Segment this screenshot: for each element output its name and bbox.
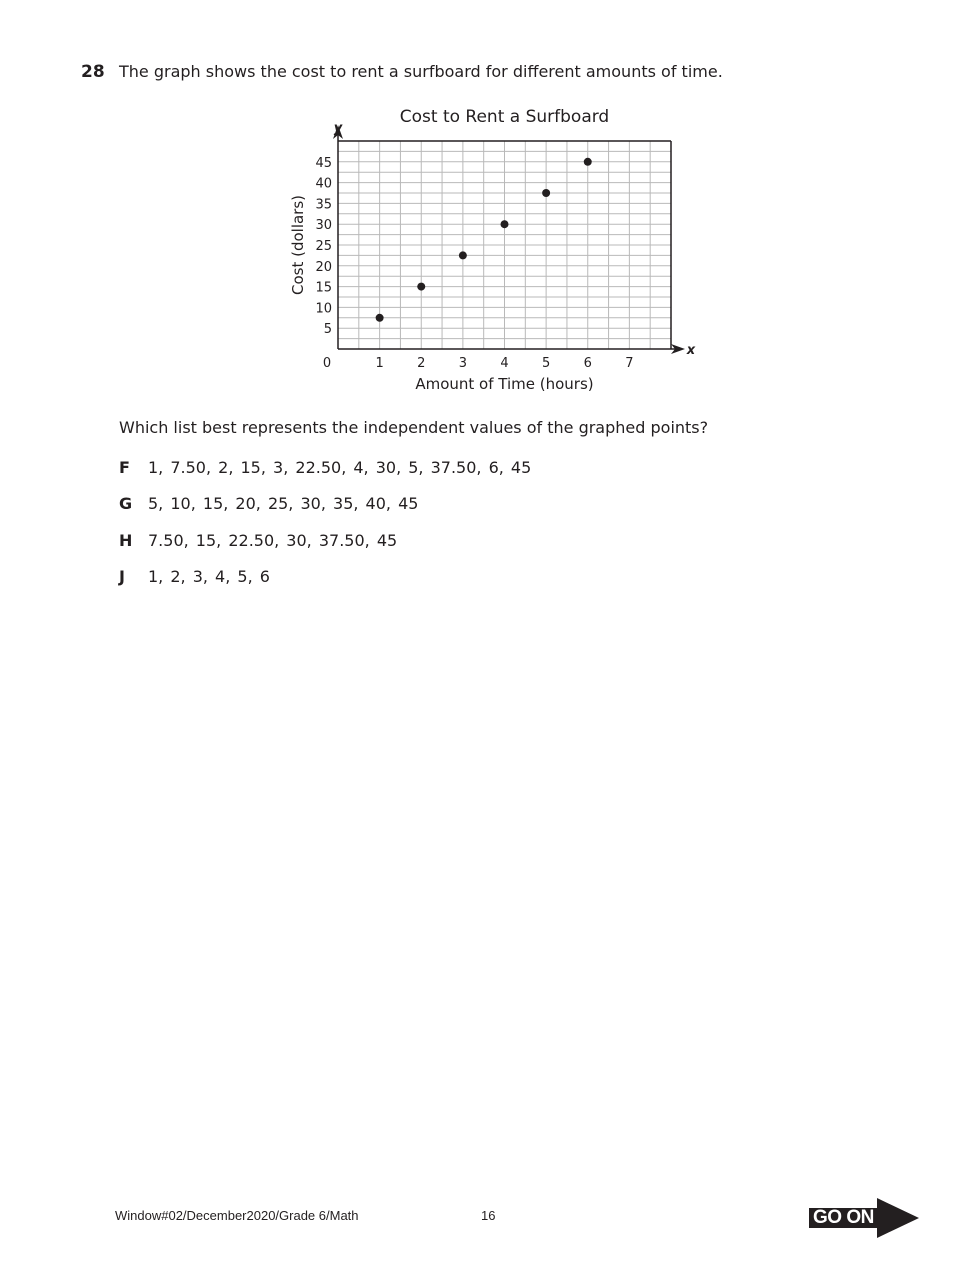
footer-test-id: Window#02/December2020/Grade 6/Math [115, 1208, 359, 1223]
y-tick-label: 25 [315, 239, 332, 254]
choice-letter: J [119, 567, 125, 586]
x-axis-title: Amount of Time (hours) [415, 375, 594, 393]
choice-text: 1, 2, 3, 4, 5, 6 [148, 567, 270, 586]
data-point [376, 314, 384, 322]
question-prompt: Which list best represents the independent values of the graphed points? [119, 418, 709, 437]
y-tick-label: 20 [315, 259, 332, 275]
answer-choice-h[interactable] [119, 531, 397, 550]
page-number: 16 [481, 1208, 496, 1223]
x-axis-letter: x [686, 343, 696, 358]
question-number: 28 [81, 62, 105, 82]
answer-choice-j[interactable] [119, 567, 270, 586]
y-tick-label: 45 [315, 155, 332, 171]
choice-text: 7.50, 15, 22.50, 30, 37.50, 45 [148, 531, 398, 550]
choice-text: 5, 10, 15, 20, 25, 30, 35, 40, 45 [148, 494, 419, 513]
y-tick-label: 5 [323, 322, 332, 338]
choice-letter: H [119, 531, 133, 550]
question-text: The graph shows the cost to rent a surfboard for different amounts of time. [119, 62, 723, 81]
x-tick-label: 7 [625, 356, 634, 371]
data-point [501, 220, 509, 228]
choice-letter: F [119, 458, 130, 477]
scatter-chart [280, 100, 700, 400]
go-on-arrow [809, 1198, 919, 1238]
y-tick-label: 30 [315, 218, 332, 234]
choice-letter: G [119, 494, 133, 513]
x-tick-label: 6 [583, 356, 592, 371]
y-tick-label: 15 [315, 280, 332, 296]
go-on-label: GO ON [813, 1207, 874, 1228]
x-tick-label: 3 [458, 356, 468, 371]
chart-title: Cost to Rent a Surfboard [399, 107, 610, 127]
arrow-right-icon [877, 1198, 919, 1238]
data-point [459, 251, 467, 259]
x-tick-label: 4 [500, 356, 509, 371]
data-point [584, 158, 592, 166]
y-tick-label: 10 [315, 301, 332, 317]
data-point [417, 283, 425, 291]
y-axis-letter: y [333, 121, 343, 136]
y-axis-title: Cost (dollars) [289, 194, 307, 296]
x-tick-label: 1 [375, 356, 384, 371]
origin-label: 0 [322, 356, 332, 371]
y-tick-label: 35 [315, 197, 332, 213]
y-tick-label: 40 [315, 176, 332, 192]
data-point [542, 189, 550, 197]
answer-choice-f[interactable] [119, 458, 531, 477]
x-tick-label: 5 [541, 356, 551, 371]
choice-text: 1, 7.50, 2, 15, 3, 22.50, 4, 30, 5, 37.50, 6, 45 [148, 458, 532, 477]
answer-choice-g[interactable] [119, 494, 418, 513]
x-tick-label: 2 [417, 356, 426, 371]
